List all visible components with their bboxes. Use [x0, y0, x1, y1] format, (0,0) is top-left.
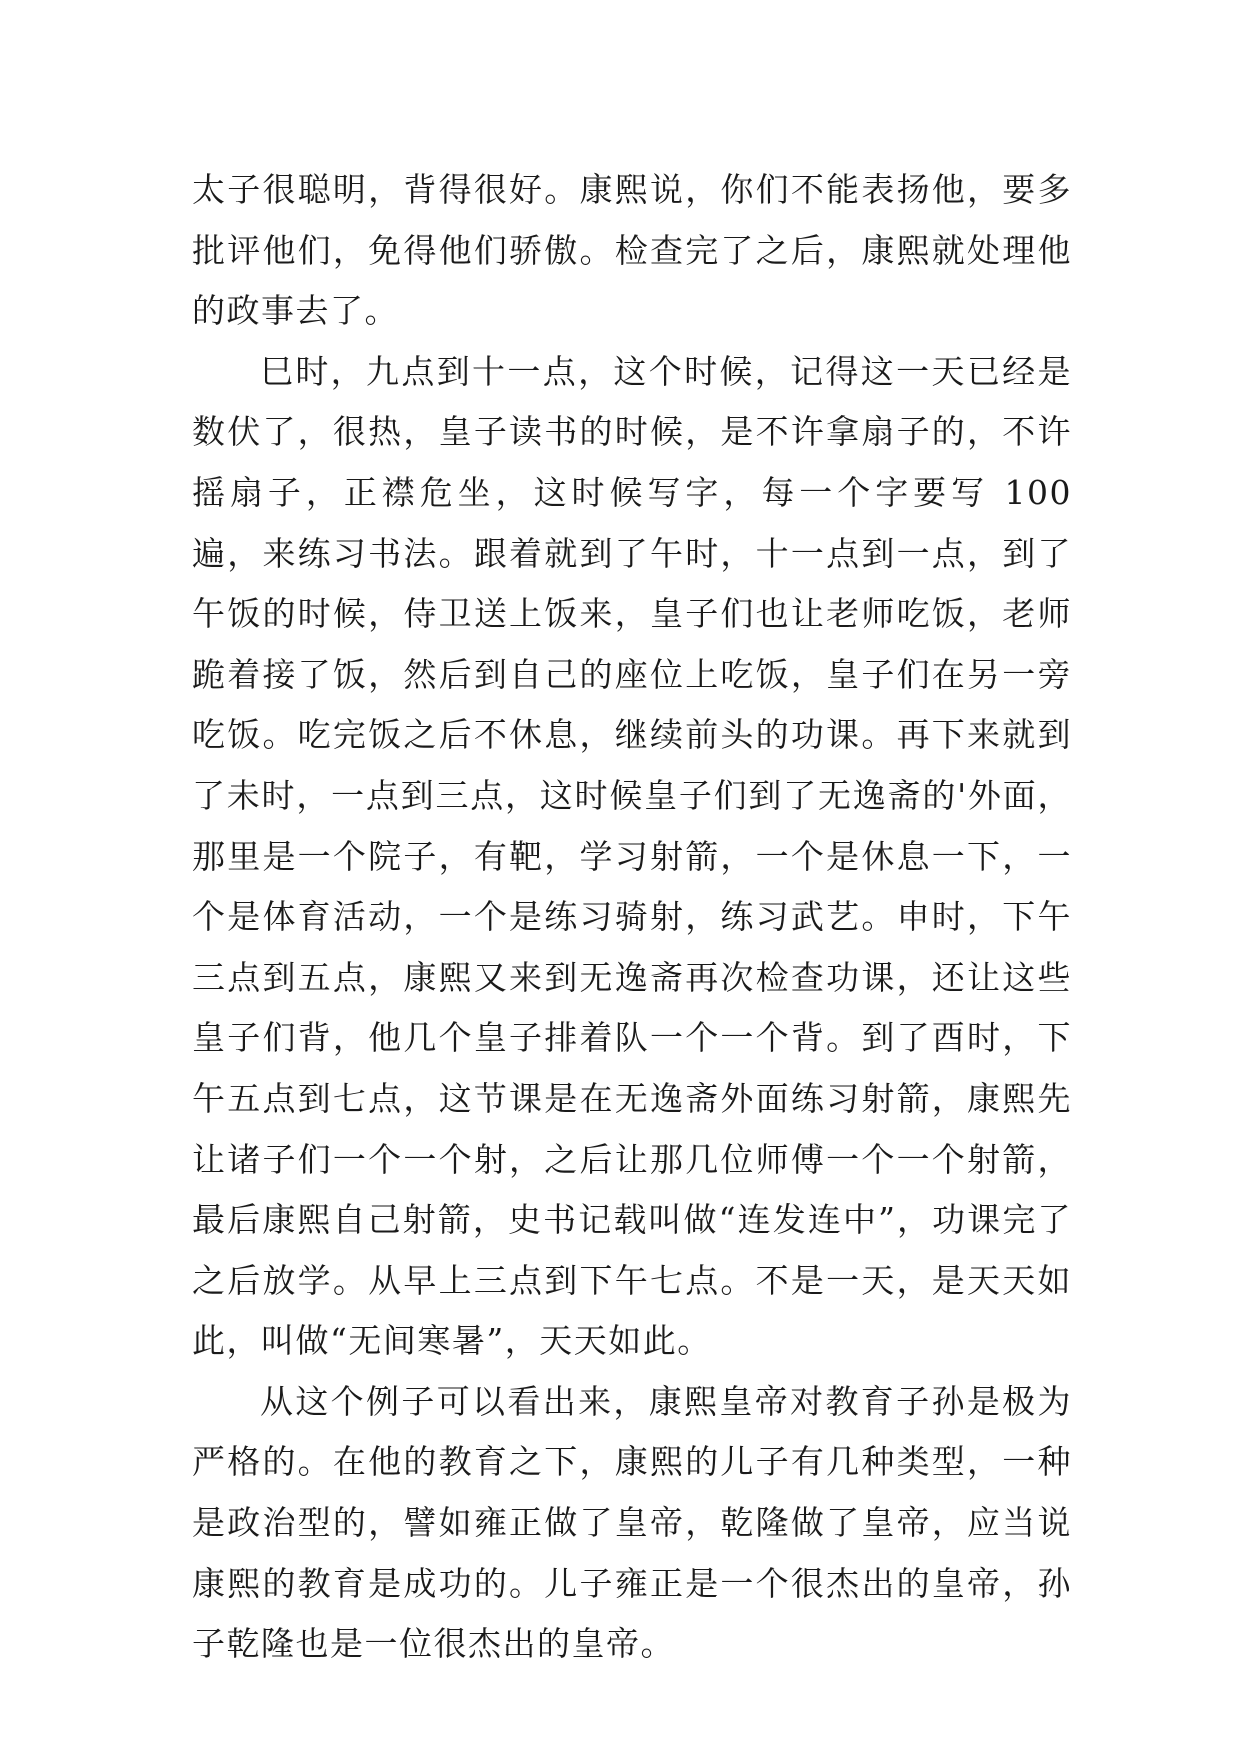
body-text [192, 160, 1072, 1675]
paragraph-2: 巳时，九点到十一点，这个时候，记得这一天已经是数伏了，很热，皇子读书的时候，是不许拿扇子的，不许摇扇子，正襟危坐，这时候写字，每一个字要写 100 遍，来练习书法。跟着就到了午时，十一点到一点，到了午饭的时候，侍卫送上饭来，皇子们也让老师吃饭，老师跪着接了饭，然后到自己的座位上吃饭，皇子们在另一旁吃饭。吃完饭之后不休息，继续前头的功课。再下来就到了未时，一点到三点，这时候皇子们到了无逸斋的'外面，那里是一个院子，有靶，学习射箭，一个是休息一下，一个是体育活动，一个是练习骑射，练习武艺。申时，下午三点到五点，康熙又来到无逸斋再次检查功课，还让这些皇子们背，他几个皇子排着队一个一个背。到了酉时，下午五点到七点，这节课是在无逸斋外面练习射箭，康熙先让诸子们一个一个射，之后让那几位师傅一个一个射箭，最后康熙自己射箭，史书记载叫做“连发连中”，功课完了之后放学。从早上三点到下午七点。不是一天，是天天如此，叫做“无间寒暑”，天天如此。 [192, 351, 1072, 1361]
paragraph-3: 从这个例子可以看出来，康熙皇帝对教育子孙是极为严格的。在他的教育之下，康熙的儿子有几种类型，一种是政治型的，譬如雍正做了皇帝，乾隆做了皇帝，应当说康熙的教育是成功的。儿子雍正是一个很杰出的皇帝，孙子乾隆也是一位很杰出的皇帝。 [192, 1381, 1072, 1664]
paragraph-1: 太子很聪明，背得很好。康熙说，你们不能表扬他，要多批评他们，免得他们骄傲。检查完了之后，康熙就处理他的政事去了。 [192, 170, 1072, 331]
